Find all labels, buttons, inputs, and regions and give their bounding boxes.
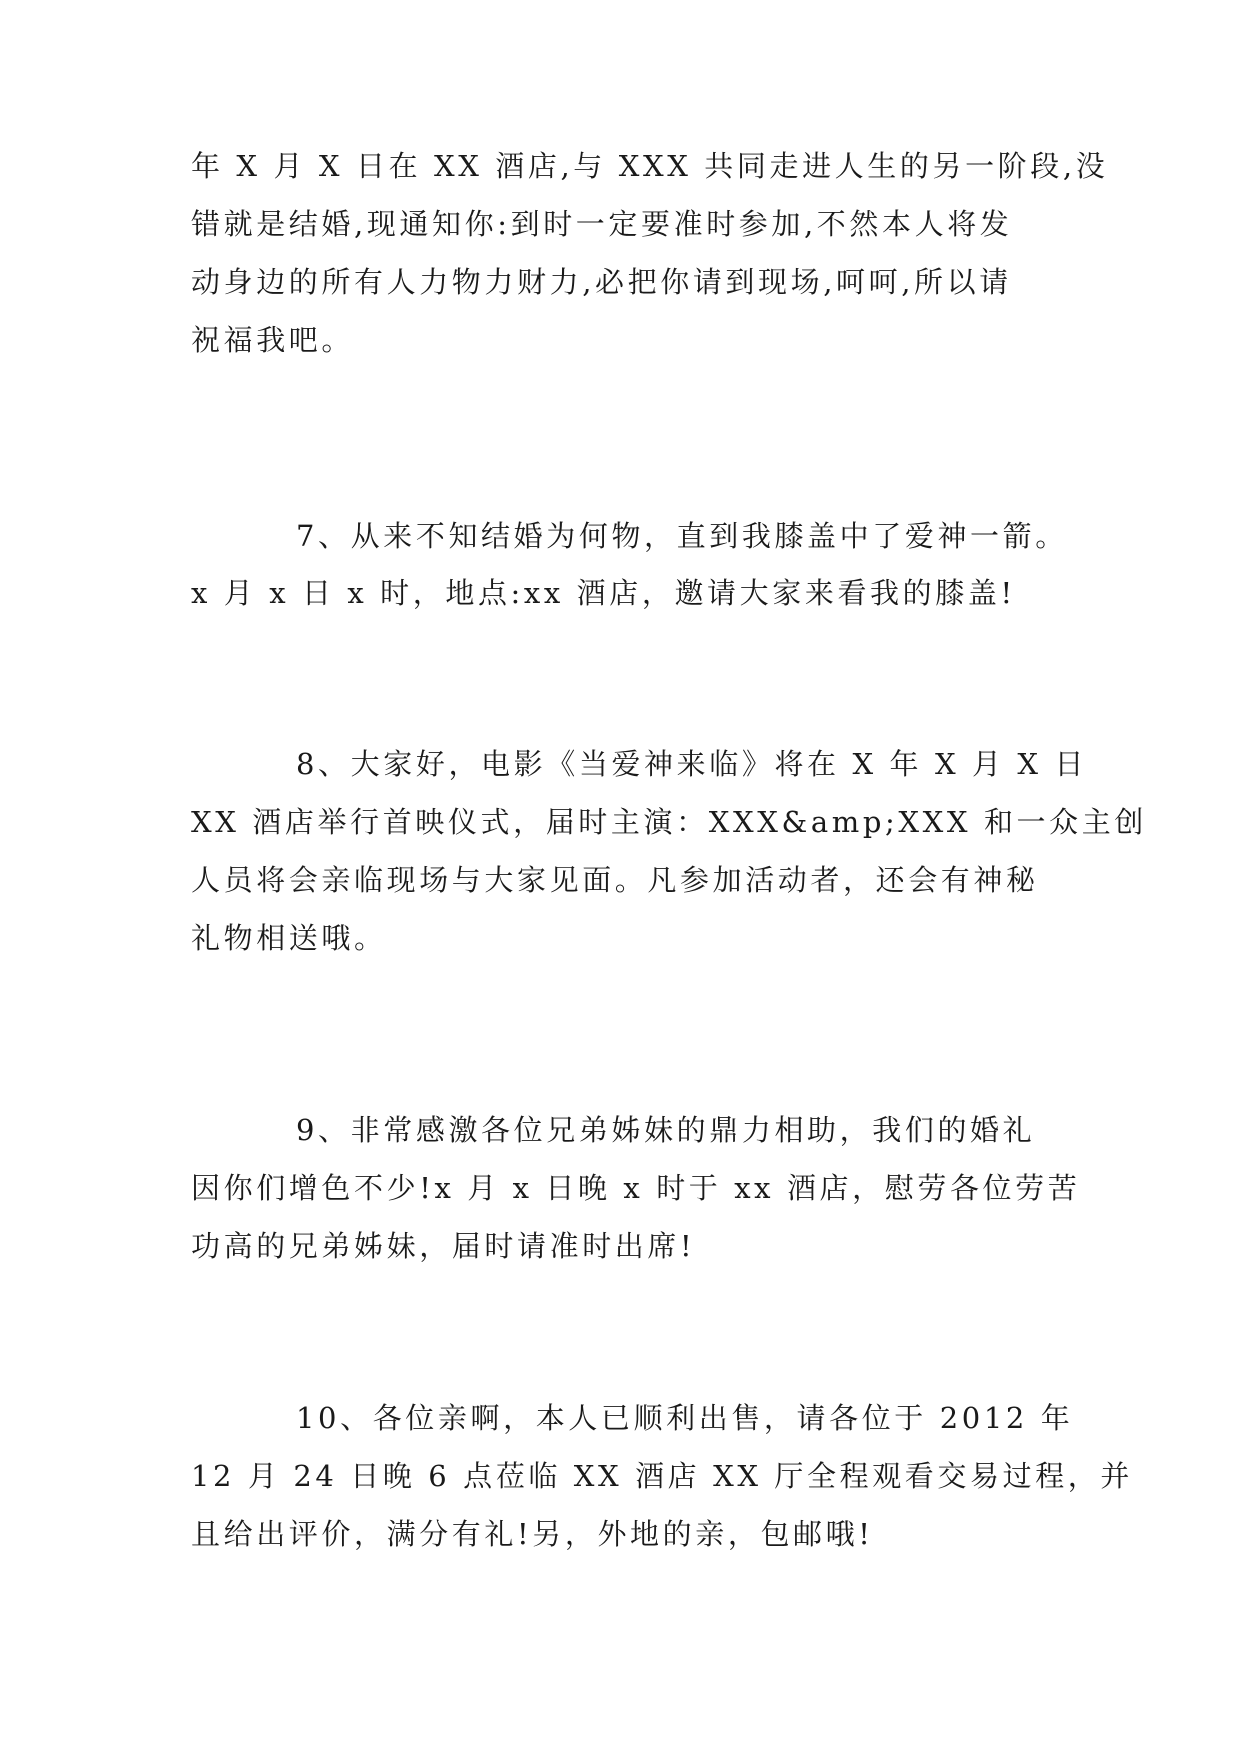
paragraph-9-line-2: 因你们增色不少!x 月 x 日晚 x 时于 xx 酒店，慰劳各位劳苦 xyxy=(191,1171,1081,1205)
paragraph-1-line-4: 祝福我吧。 xyxy=(191,323,355,357)
paragraph-10-line-2: 12 月 24 日晚 6 点莅临 XX 酒店 XX 厅全程观看交易过程，并 xyxy=(191,1459,1134,1493)
paragraph-1-line-2: 错就是结婚,现通知你:到时一定要准时参加,不然本人将发 xyxy=(191,207,1013,241)
paragraph-8-line-4: 礼物相送哦。 xyxy=(191,921,387,955)
paragraph-10-line-1: 10、各位亲啊，本人已顺利出售，请各位于 2012 年 xyxy=(296,1401,1074,1435)
paragraph-7-line-1: 7、从来不知结婚为何物，直到我膝盖中了爱神一箭。 xyxy=(296,519,1068,553)
paragraph-10-line-3: 且给出评价，满分有礼!另，外地的亲，包邮哦! xyxy=(191,1517,874,1551)
paragraph-9-line-3: 功高的兄弟姊妹，届时请准时出席! xyxy=(191,1229,696,1263)
paragraph-7-line-2: x 月 x 日 x 时，地点:xx 酒店，邀请大家来看我的膝盖! xyxy=(191,576,1016,610)
paragraph-1-line-3: 动身边的所有人力物力财力,必把你请到现场,呵呵,所以请 xyxy=(191,265,1012,299)
paragraph-1-line-1: 年 X 月 X 日在 XX 酒店,与 XXX 共同走进人生的另一阶段,没 xyxy=(191,149,1109,183)
paragraph-8-line-3: 人员将会亲临现场与大家见面。凡参加活动者，还会有神秘 xyxy=(191,863,1039,897)
paragraph-8-line-2: XX 酒店举行首映仪式，届时主演：XXX&amp;XXX 和一众主创 xyxy=(191,805,1147,839)
paragraph-9-line-1: 9、非常感激各位兄弟姊妹的鼎力相助，我们的婚礼 xyxy=(296,1113,1036,1147)
paragraph-8-line-1: 8、大家好，电影《当爱神来临》将在 X 年 X 月 X 日 xyxy=(296,747,1088,781)
